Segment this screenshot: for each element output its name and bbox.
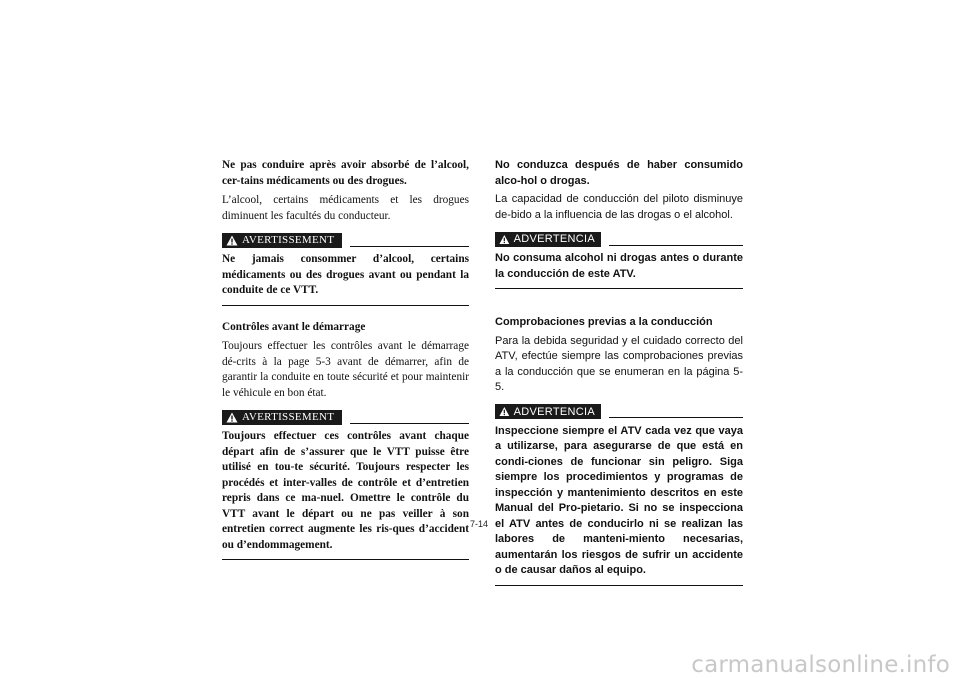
fr-warning-label-1: AVERTISSEMENT xyxy=(242,234,335,246)
es-warning-badge-2 xyxy=(495,404,601,419)
fr-warning-header-2 xyxy=(222,409,469,425)
fr-warning-badge-2 xyxy=(222,410,342,425)
fr-paragraph-checks: Toujours effectuer les contrôles avant le démarrage dé-crits à la page 5-3 avant de démarrer, afin de garantir la conduite en toute sécurité et pour maintenir le véhicule en bon état. xyxy=(222,340,469,399)
warning-end-rule xyxy=(222,559,469,560)
warning-divider xyxy=(350,423,469,424)
warning-triangle-icon xyxy=(499,406,510,417)
fr-paragraph-alcohol: L’alcool, certains médicaments et les drogues diminuent les facultés du conducteur. xyxy=(222,194,469,222)
fr-warning-label-2: AVERTISSEMENT xyxy=(242,411,335,423)
french-column xyxy=(222,158,469,560)
warning-end-rule xyxy=(495,585,743,586)
fr-warning-badge-1 xyxy=(222,233,342,248)
watermark: carmanualsonline.info xyxy=(691,652,950,678)
page-number: 7-14 xyxy=(470,519,489,529)
fr-warning-header-1 xyxy=(222,232,469,248)
es-paragraph-alcohol: La capacidad de conducción del piloto disminuye de-bido a la influencia de las drogas o el alcohol. xyxy=(495,193,743,221)
es-warning-header-1 xyxy=(495,231,743,247)
es-warning-header-2 xyxy=(495,404,743,420)
fr-warning-text-2: Toujours effectuer ces contrôles avant chaque départ afin de s’assurer que le VTT puisse être utilisé en tou-te sécurité. Toujours respecter les procédés et inter-valles de contrôle et d’entretien repris dans ce ma-nuel. Omettre le contrôle du VTT avant le départ ou ne pas veiller à son entretien correct augmente les ris-ques d’accident ou d’endommagement. xyxy=(222,430,469,551)
es-heading-checks: Comprobaciones previas a la conducción xyxy=(495,316,713,328)
es-paragraph-checks: Para la debida seguridad y el cuidado correcto del ATV, efectúe siempre las comprobaciones previas a la conducción que se enumeran en la página 5-5. xyxy=(495,334,743,393)
warning-triangle-icon xyxy=(226,235,238,246)
es-warning-label-2: ADVERTENCIA xyxy=(513,405,595,418)
es-warning-text-1: No consuma alcohol ni drogas antes o durante la conducción de este ATV. xyxy=(495,252,743,280)
es-warning-text-2: Inspeccione siempre el ATV cada vez que vaya a utilizarse, para asegurarse de que está en condi-ciones de funcionar sin peligro. Siga siempre los procedimientos y programas de inspección y mantenimiento descritos en este Manual del Pro-pietario. Si no se inspecciona el ATV antes de conducirlo ni se realizan las labores de manteni-miento necesarias, aumentarán los riesgos de sufrir un accidente o de causar daños al equipo. xyxy=(495,424,743,576)
warning-triangle-icon xyxy=(226,412,238,423)
warning-divider xyxy=(609,245,743,246)
fr-warning-text-1: Ne jamais consommer d’alcool, certains médicaments ou des drogues avant ou pendant la conduite de ce VTT. xyxy=(222,253,469,296)
fr-heading-checks: Contrôles avant le démarrage xyxy=(222,320,366,333)
es-warning-badge-1 xyxy=(495,232,601,247)
warning-triangle-icon xyxy=(499,234,510,245)
spanish-column xyxy=(495,158,743,586)
warning-divider xyxy=(609,417,743,418)
warning-divider xyxy=(350,246,469,247)
es-heading-alcohol: No conduzca después de haber consumido alco-hol o drogas. xyxy=(495,159,743,187)
fr-heading-alcohol: Ne pas conduire après avoir absorbé de l’alcool, cer-tains médicaments ou des drogues. xyxy=(222,159,469,187)
es-warning-label-1: ADVERTENCIA xyxy=(513,233,595,245)
